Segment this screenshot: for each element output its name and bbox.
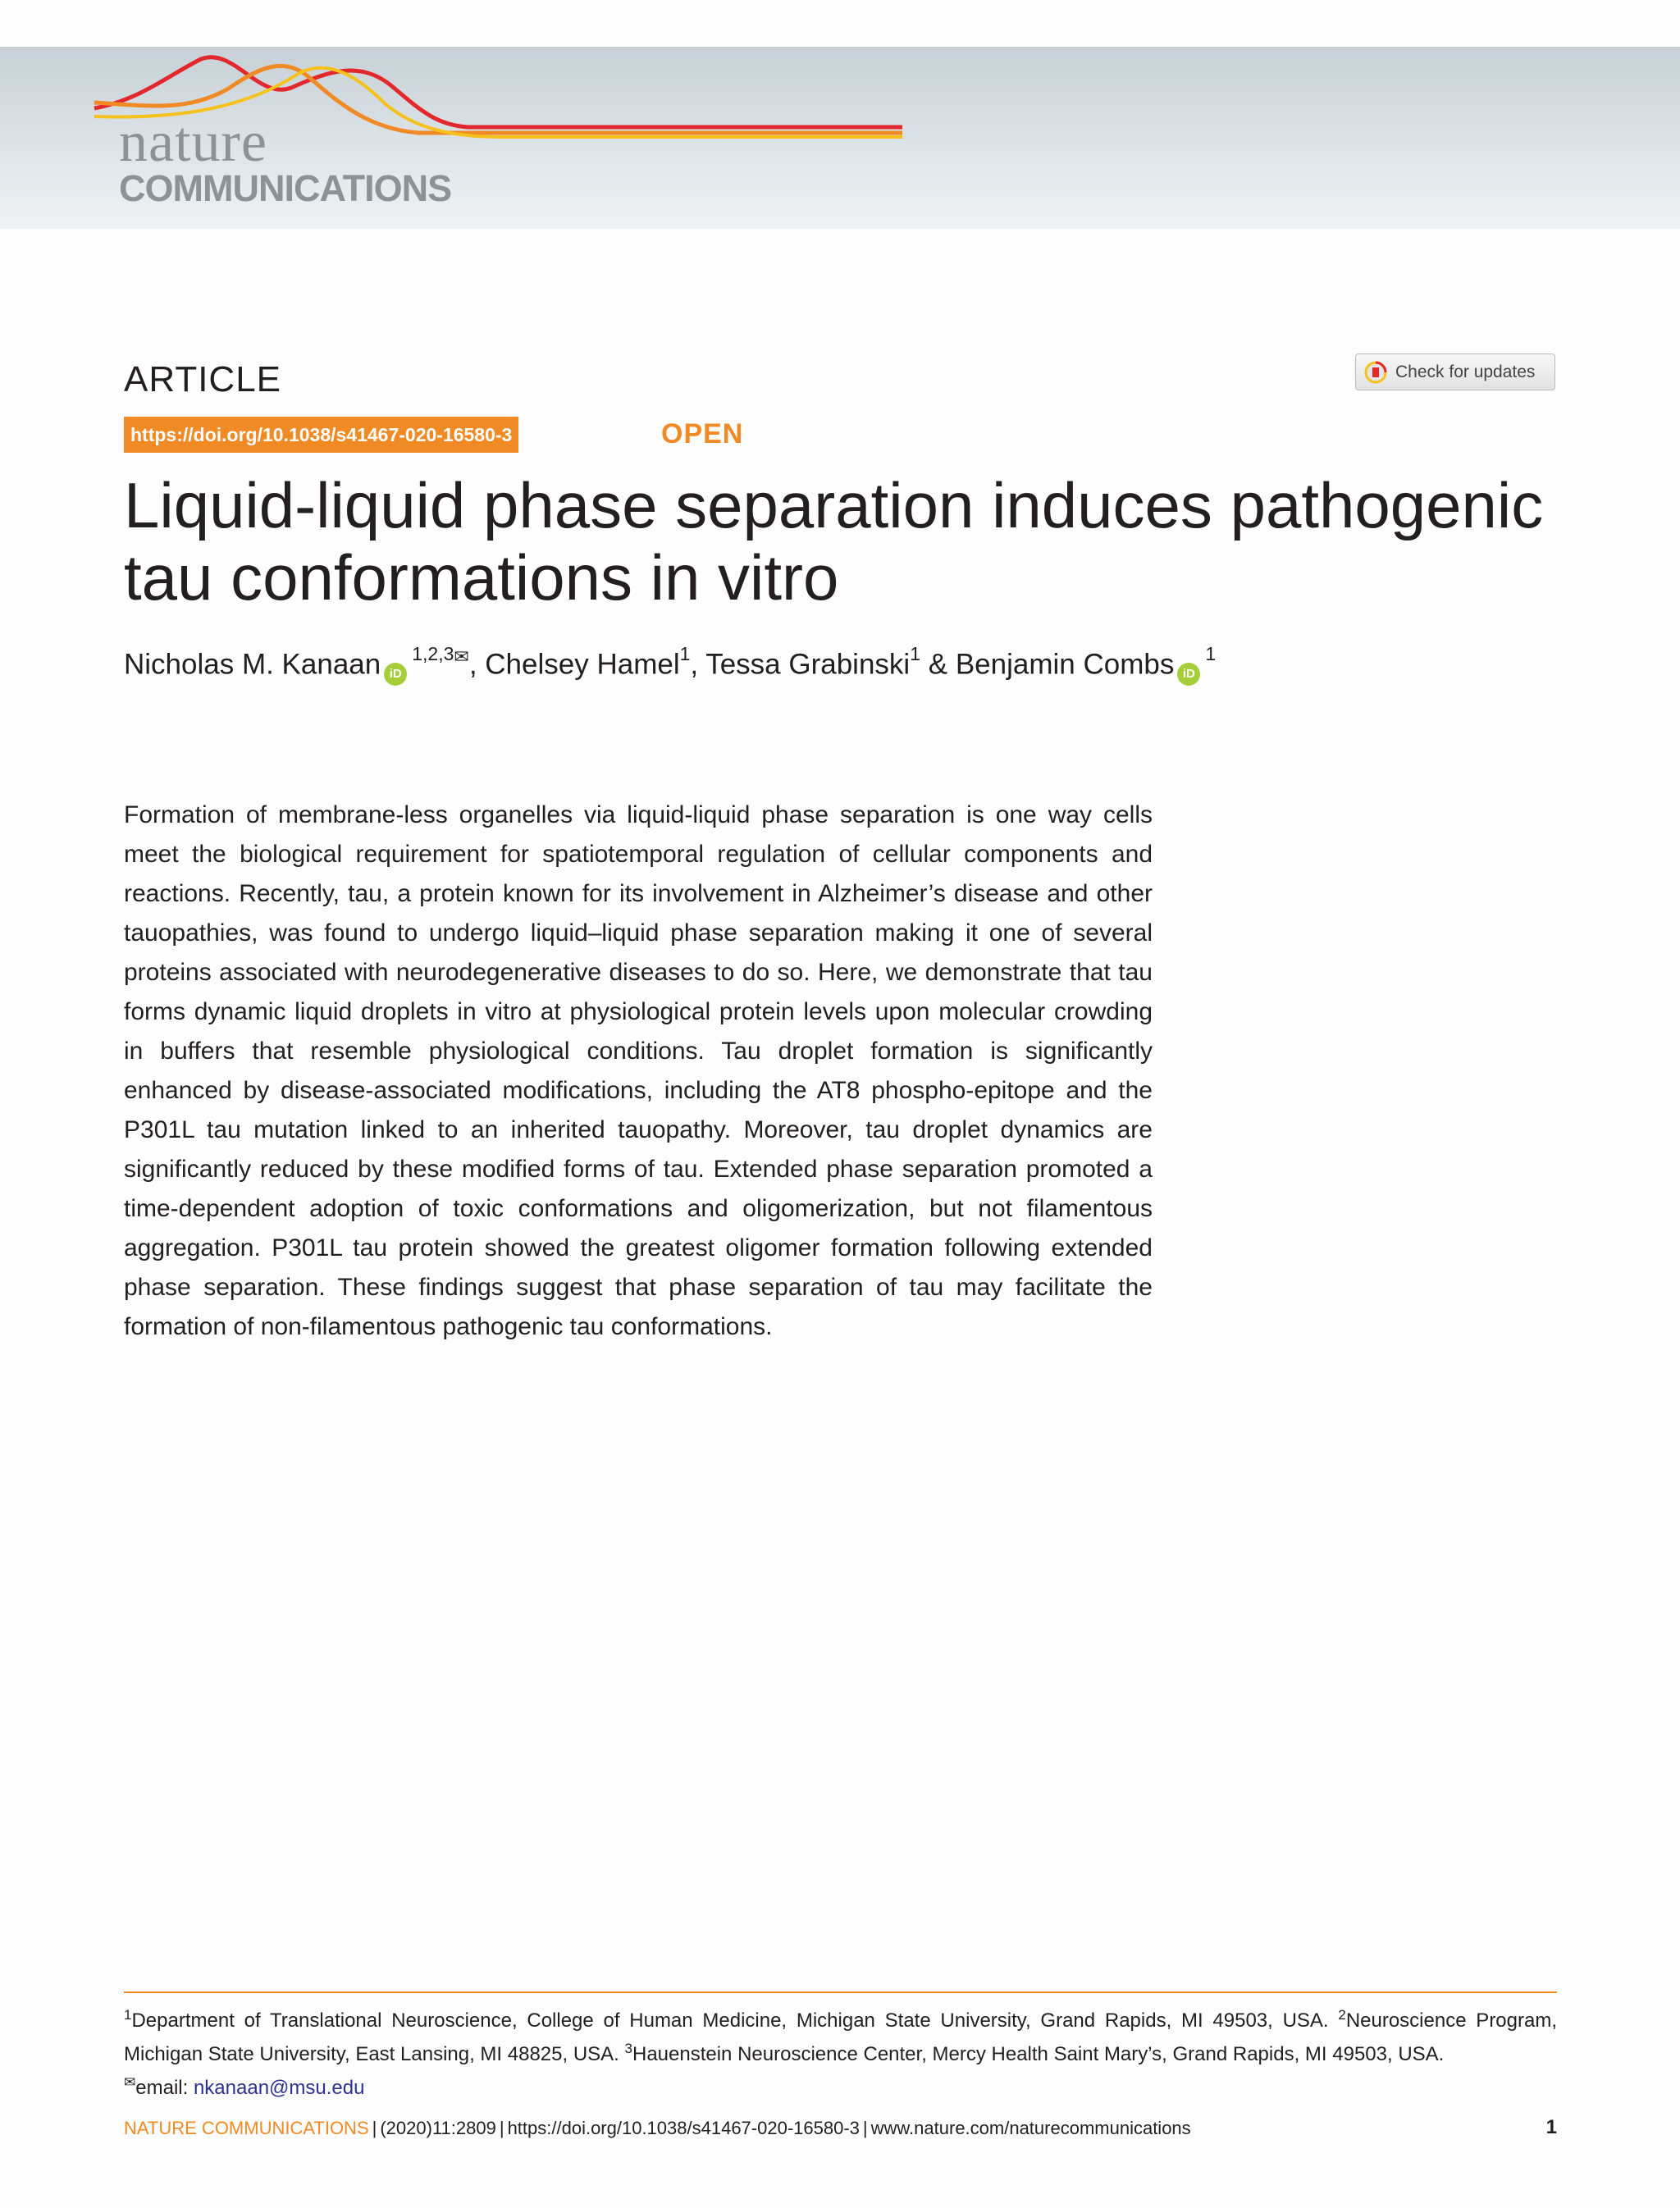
page-number: 1 [1545, 2116, 1557, 2138]
author-affiliation-ref: 1 [679, 643, 691, 664]
footer-website-link[interactable]: www.nature.com/naturecommunications [870, 2118, 1191, 2138]
footer-journal-name: NATURE COMMUNICATIONS [124, 2118, 369, 2138]
affiliations-footnote [124, 2001, 1557, 2102]
mail-icon: ✉ [124, 2074, 136, 2090]
page-footer [124, 2118, 1557, 2139]
logo-nature-wordmark: nature [119, 111, 267, 174]
author-affiliation-ref: 1,2,3 [412, 643, 454, 664]
affiliation-text: Department of Translational Neuroscience, College of Human Medicine, Michigan State University, Grand Rapids, MI 49503, USA. [131, 2010, 1329, 2032]
affiliation-number: 2 [1338, 2007, 1346, 2023]
affiliation-number: 1 [124, 2007, 132, 2023]
author-list: Nicholas M. Kanaan $iD^{1,2,3✉}$, Chelsey Hamel$^1$, Tessa Grabinski$^1$ & Benjamin Combs $iD^1$ [124, 646, 1518, 686]
email-link[interactable]: nkanaan@msu.edu [193, 2077, 365, 2099]
author-name[interactable]: Tessa Grabinski [705, 648, 911, 681]
open-access-label: OPEN [661, 418, 744, 449]
author-conjunction: & [928, 648, 948, 681]
mail-icon[interactable]: ✉ [454, 646, 469, 667]
footnote-divider [124, 1991, 1557, 1993]
affiliation-text: Neuroscience Program, Michigan State University, East Lansing, MI 48825, USA. [124, 2010, 1557, 2065]
author-name[interactable]: Benjamin Combs [955, 648, 1175, 681]
affiliation-number: 3 [624, 2041, 632, 2056]
orcid-icon[interactable]: iD [1177, 663, 1200, 686]
author-affiliation-ref: 1 [1205, 643, 1217, 664]
abstract-text: Formation of membrane-less organelles via liquid-liquid phase separation is one way cells meet the biological requirement for spatiotemporal regulation of cellular components and reactions. Recently, tau, a protein known for its involvement in Alzheimer’s disease and other tauopathies, was found to undergo liquid–liquid phase separation making it one of several proteins associated with neurodegenerative diseases to do so. Here, we demonstrate that tau forms dynamic liquid droplets in vitro at physiological protein levels upon molecular crowding in buffers that resemble physiological conditions. Tau droplet formation is significantly enhanced by disease-associated modifications, including the AT8 phospho-epitope and the P301L tau mutation linked to an inherited tauopathy. Moreover, tau droplet dynamics are significantly reduced by these modified forms of tau. Extended phase separation promoted a time-dependent adoption of toxic conformations and oligomerization, but not filamentous aggregation. P301L tau protein showed the greatest oligomer formation following extended phase separation. These findings suggest that phase separation of tau may facilitate the formation of non-filamentous pathogenic tau conformations. [124, 801, 1153, 1340]
footer-separator: | [499, 2118, 504, 2138]
logo-communications-wordmark: COMMUNICATIONS [119, 167, 452, 209]
author-name[interactable]: Chelsey Hamel [485, 648, 680, 681]
article-title: Liquid-liquid phase separation induces pathogenic tau conformations in vitro [124, 469, 1544, 614]
article-type-label: ARTICLE [124, 359, 282, 399]
footer-citation: (2020)11:2809 [380, 2118, 496, 2138]
orcid-icon[interactable]: iD [384, 663, 407, 686]
footer-separator: | [862, 2118, 868, 2138]
author-name[interactable]: Nicholas M. Kanaan [124, 648, 381, 681]
doi-link-badge[interactable]: https://doi.org/10.1038/s41467-020-16580-3 [124, 417, 518, 453]
email-label: email: [135, 2077, 189, 2099]
affiliation-text: Hauenstein Neuroscience Center, Mercy Health Saint Mary’s, Grand Rapids, MI 49503, USA. [632, 2043, 1445, 2065]
footer-separator: | [372, 2118, 377, 2138]
check-updates-label: Check for updates [1395, 362, 1536, 381]
journal-banner [0, 47, 1680, 229]
author-affiliation-ref: 1 [910, 643, 920, 664]
check-for-updates-button[interactable] [1355, 354, 1555, 390]
footer-doi-link[interactable]: https://doi.org/10.1038/s41467-020-16580-3 [507, 2118, 860, 2138]
check-updates-icon [1364, 361, 1387, 384]
